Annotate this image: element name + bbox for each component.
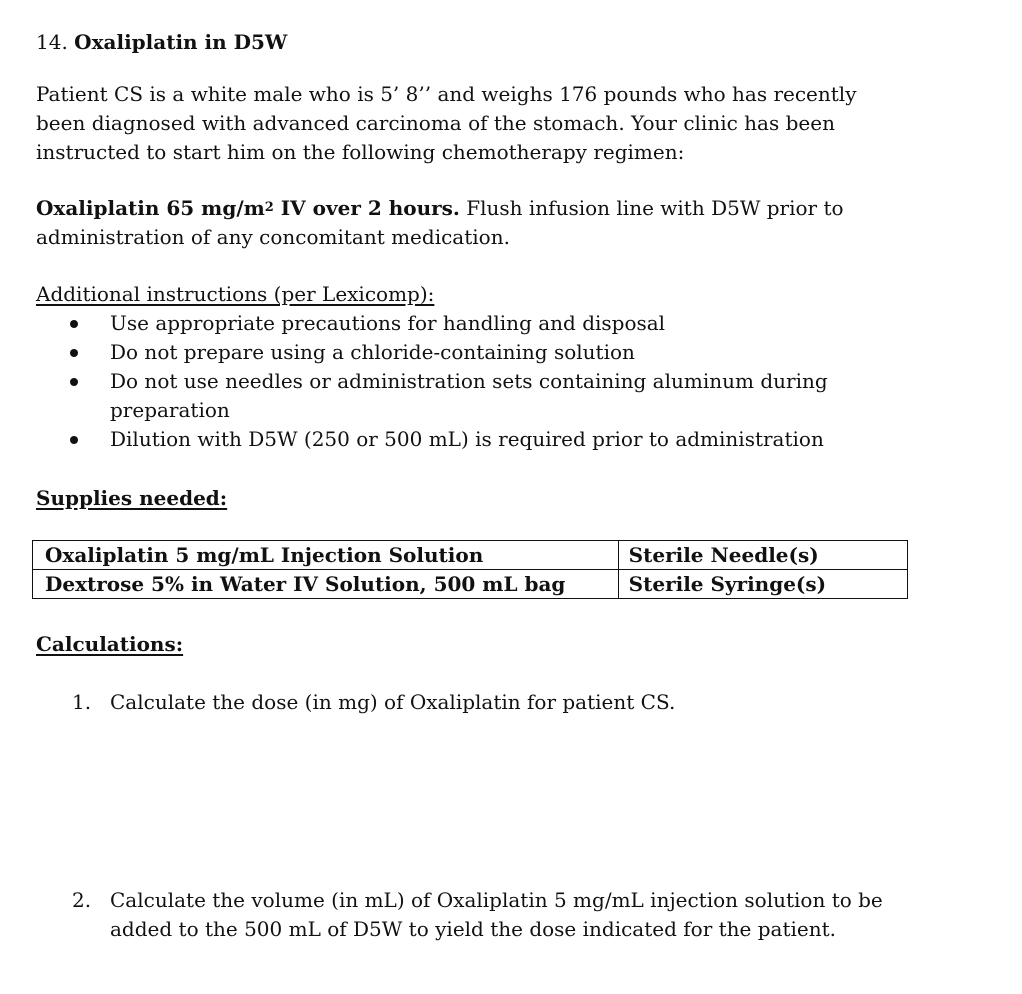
question-text: Calculate the volume (in mL) of Oxaliplatin 5 mg/mL injection solution to be [110,888,883,912]
instruction-item: Do not prepare using a chloride-containing solution [36,338,936,367]
regimen-paragraph [36,194,936,252]
table-cell: Sterile Syringe(s) [618,570,907,599]
calculations-heading: Calculations: [36,632,184,656]
section-heading [36,28,287,57]
instruction-item: Do not use needles or administration sets containing aluminum during preparation [36,367,936,425]
regimen-line: administration of any concomitant medication. [36,225,510,249]
additional-heading: Additional instructions (per Lexicomp): [36,282,435,306]
table-cell: Dextrose 5% in Water IV Solution, 500 mL bag [33,570,619,599]
list-item [36,688,936,717]
patient-line: been diagnosed with advanced carcinoma of the stomach. Your clinic has been [36,111,835,135]
section-title: Oxaliplatin in D5W [74,30,288,54]
regimen-instruction: Flush infusion line with D5W prior to [459,196,844,220]
patient-line: instructed to start him on the following chemotherapy regimen: [36,140,685,164]
question-text: Calculate the dose (in mg) of Oxaliplatin for patient CS. [110,690,676,714]
patient-line: Patient CS is a white male who is 5’ 8’’ and weighs 176 pounds who has recently [36,82,857,106]
table-cell: Sterile Needle(s) [618,541,907,570]
table-cell: Oxaliplatin 5 mg/mL Injection Solution [33,541,619,570]
supplies-heading: Supplies needed: [36,486,228,510]
question-number: 2. [72,888,92,912]
additional-instructions [36,280,936,454]
table-row [33,541,908,570]
question-text: added to the 500 mL of D5W to yield the dose indicated for the patient. [110,917,836,941]
superscript-two: 2 [264,200,274,215]
instruction-list [36,309,936,454]
patient-paragraph [36,80,936,167]
table-row [33,570,908,599]
instruction-item: Dilution with D5W (250 or 500 mL) is required prior to administration [36,425,936,454]
question-number: 1. [72,690,92,714]
calculation-question [36,886,936,944]
regimen-line [36,194,936,223]
bullet-icon [70,436,78,444]
bullet-icon [70,320,78,328]
instruction-item: Use appropriate precautions for handling and disposal [36,309,936,338]
regimen-dose: Oxaliplatin 65 $mg/m^2$ IV over 2 hours. [36,196,460,220]
bullet-icon [70,349,78,357]
section-number: 14. [36,30,68,54]
list-item [36,886,936,944]
bullet-icon [70,378,78,386]
supplies-table [32,540,908,599]
calculation-question [36,688,936,717]
